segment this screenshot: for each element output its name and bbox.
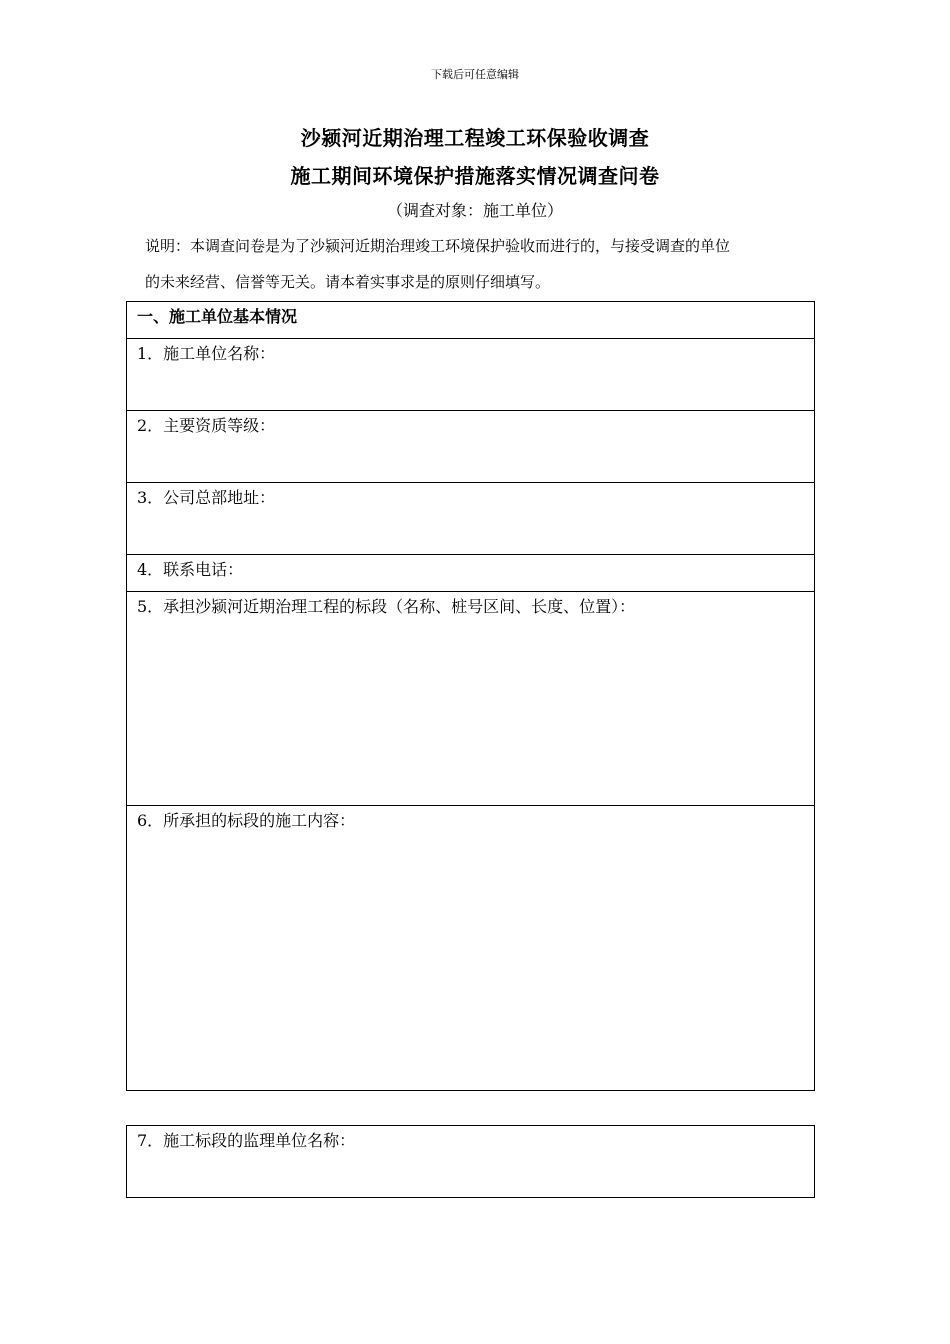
field-construction-content[interactable]: 6．所承担的标段的施工内容： [127,806,815,1091]
instructions-line-1: 说明：本调查问卷是为了沙颍河近期治理竣工环境保护验收而进行的，与接受调查的单位 [145,237,731,255]
survey-target-subtitle: （调查对象：施工单位） [386,201,563,220]
document-title-line-1: 沙颍河近期治理工程竣工环保验收调查 [300,126,650,150]
instructions-paragraph [145,228,825,300]
field-company-name[interactable]: 1．施工单位名称： [127,339,815,411]
field-contact-phone[interactable]: 4．联系电话： [127,555,815,592]
field-contract-section-details[interactable]: 5．承担沙颍河近期治理工程的标段（名称、桩号区间、长度、位置）： [127,592,815,806]
section-heading-basic-info: 一、施工单位基本情况 [127,302,815,339]
basic-info-table [126,301,815,1091]
field-headquarters-address[interactable]: 3．公司总部地址： [127,483,815,555]
field-qualification-level[interactable]: 2．主要资质等级： [127,411,815,483]
field-supervision-unit-name[interactable]: 7．施工标段的监理单位名称： [127,1126,815,1198]
supervision-table [126,1125,815,1198]
document-title-line-2: 施工期间环境保护措施落实情况调查问卷 [290,164,660,188]
page-header-note: 下载后可任意编辑 [431,68,519,81]
instructions-line-2: 的未来经营、信誉等无关。请本着实事求是的原则仔细填写。 [145,273,551,291]
